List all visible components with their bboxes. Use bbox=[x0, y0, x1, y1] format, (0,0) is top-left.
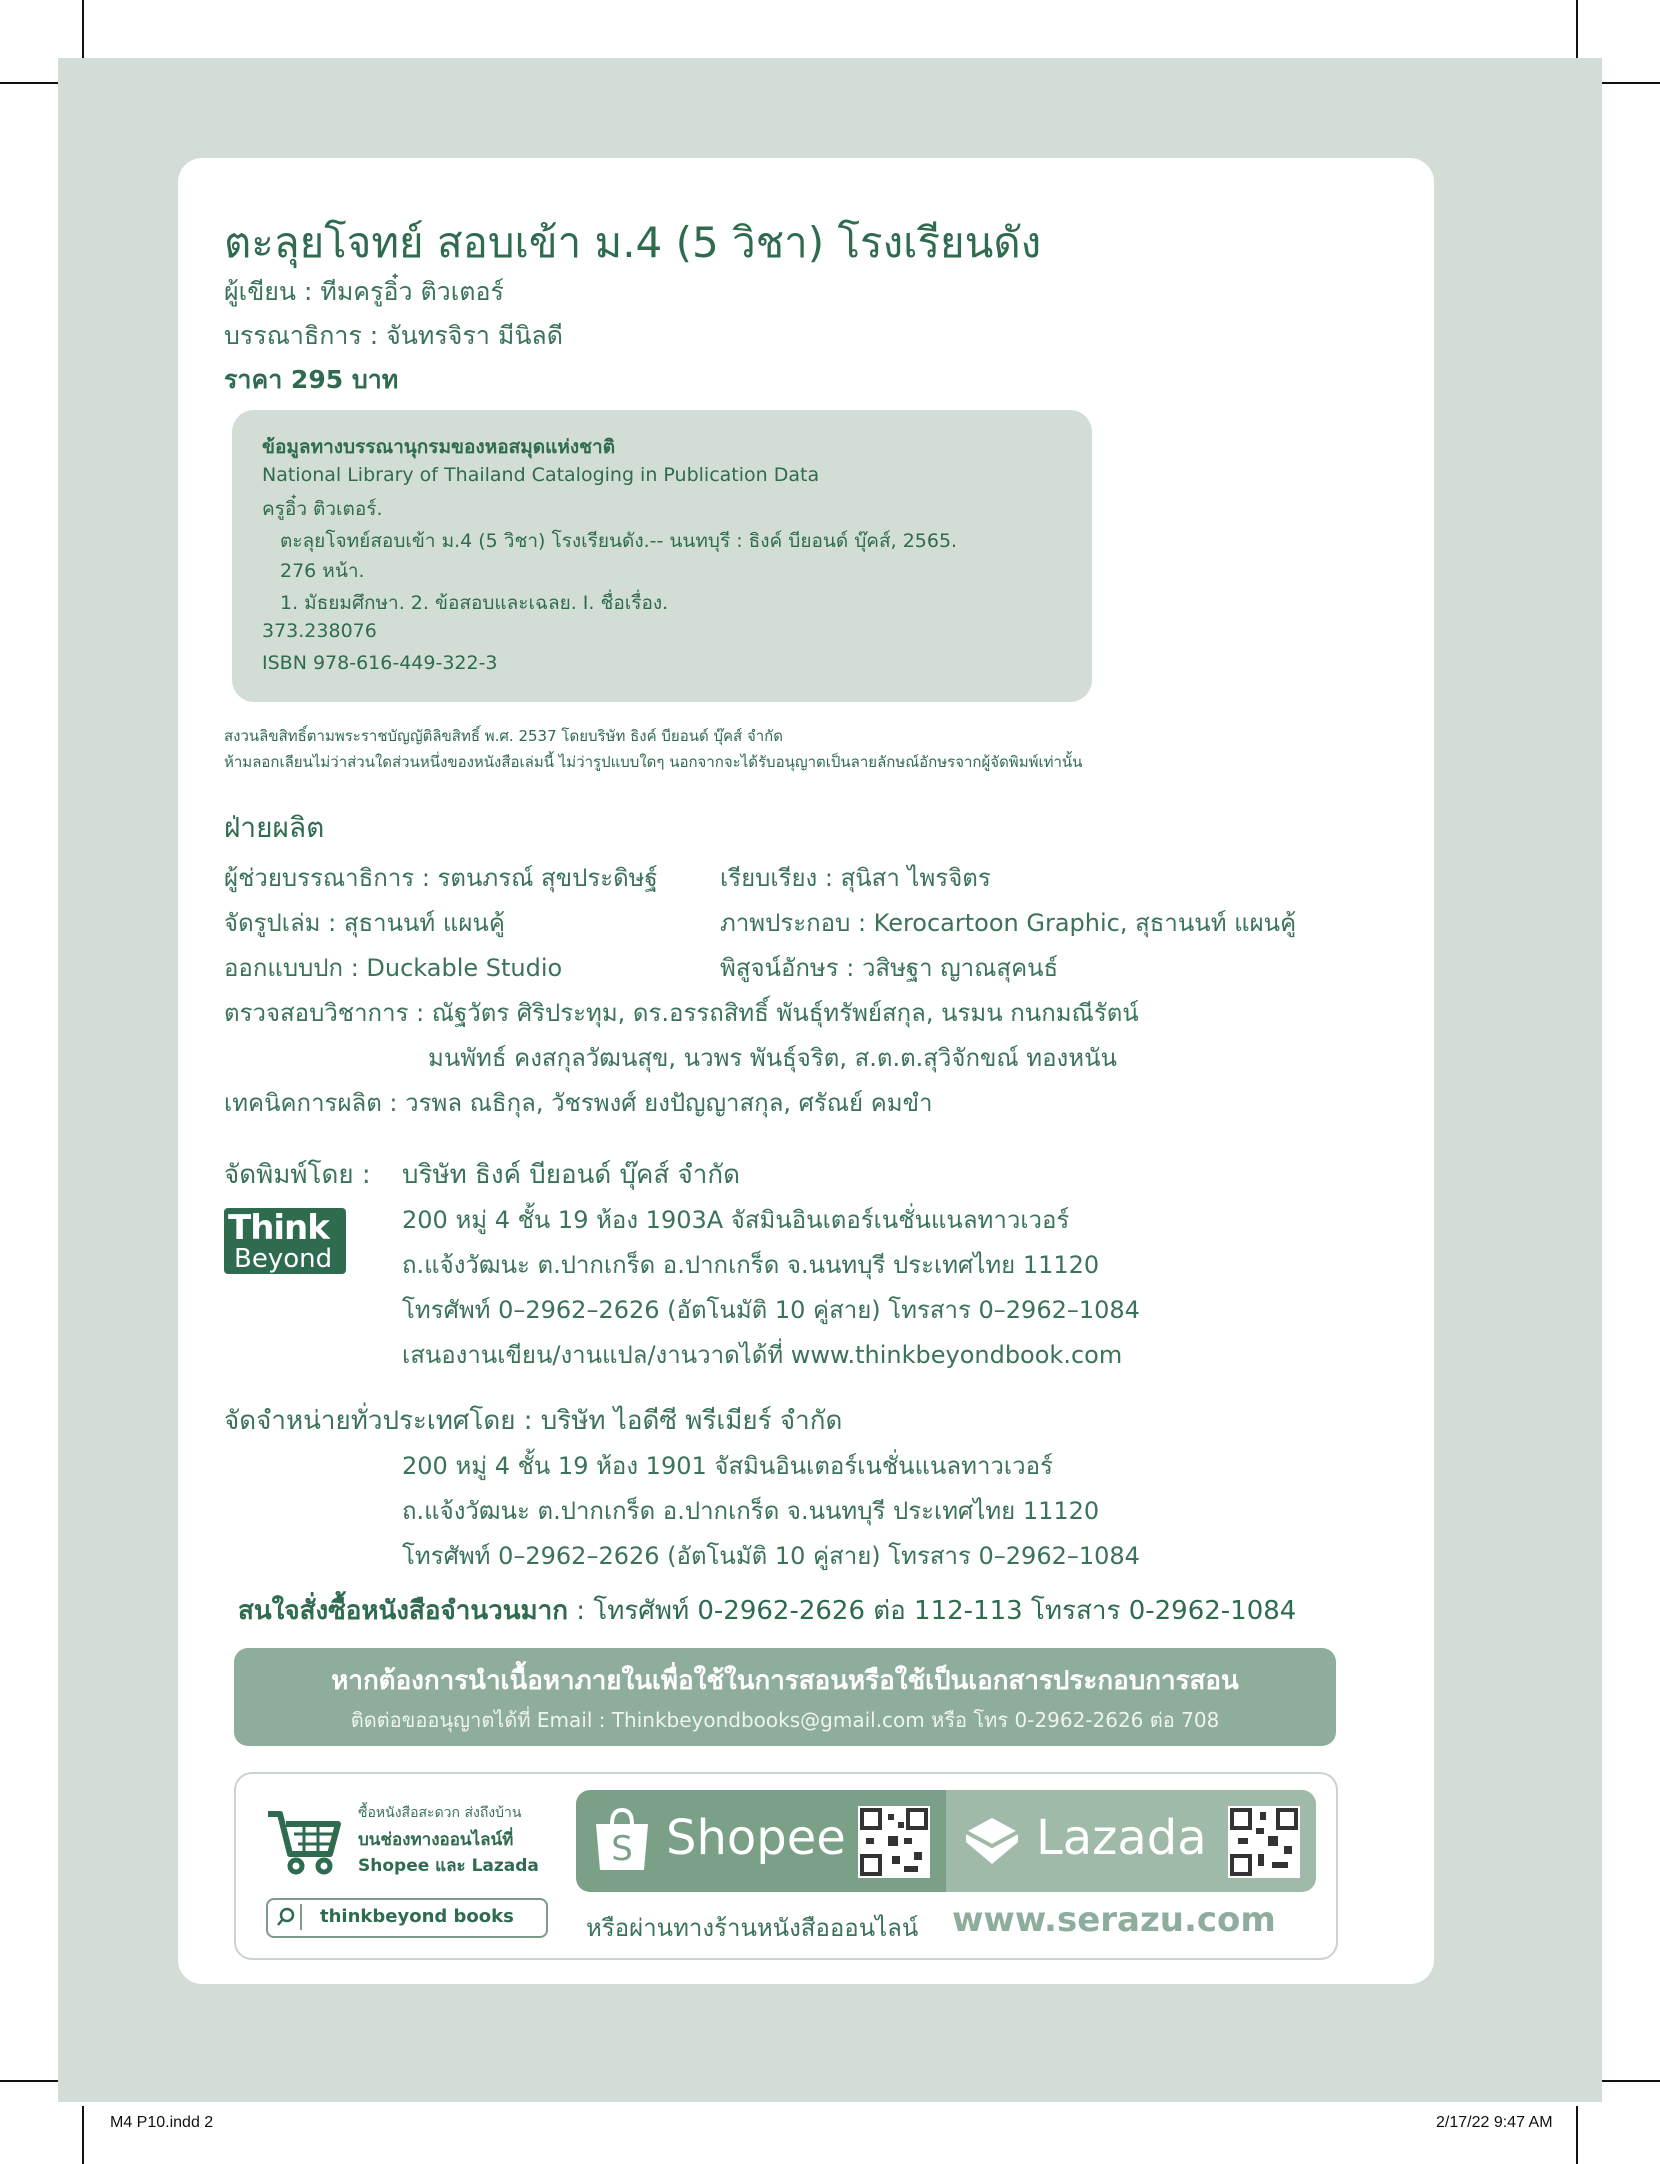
copyright-line-1: สงวนลิขสิทธิ์ตามพระราชบัญญัติลิขสิทธิ์ พ.ศ. 2537 โดยบริษัท ธิงค์ บียอนด์ บุ๊คส์ จำกัด bbox=[224, 727, 783, 745]
shopee-qr-code bbox=[858, 1806, 930, 1878]
slug-datetime: 2/17/22 9:47 AM bbox=[1436, 2114, 1553, 2131]
bulk-order-contact: : โทรศัพท์ 0-2962-2626 ต่อ 112-113 โทรสาร 0-2962-1084 bbox=[567, 1596, 1297, 1626]
credit-reviewers: ตรวจสอบวิชาการ : ณัฐวัตร ศิริประทุม, ดร.อรรถสิทธิ์ พันธุ์ทรัพย์สกุล, นรมน กนกมณีรัตน์ bbox=[224, 999, 1139, 1027]
cip-isbn: ISBN 978-616-449-322-3 bbox=[262, 652, 498, 674]
search-icon bbox=[274, 1904, 302, 1930]
banner-line-2: ติดต่อขออนุญาตได้ที่ Email : Thinkbeyondbooks@gmail.com หรือ โทร 0-2962-2626 ต่อ 708 bbox=[350, 1708, 1220, 1732]
online-bookstore-text: หรือผ่านทางร้านหนังสือออนไลน์ bbox=[586, 1914, 919, 1942]
book-price: ราคา 295 บาท bbox=[224, 365, 399, 394]
production-heading: ฝ่ายผลิต bbox=[224, 811, 325, 844]
cip-classification: 373.238076 bbox=[262, 620, 377, 642]
lazada-qr-code bbox=[1228, 1806, 1300, 1878]
lazada-link[interactable] bbox=[946, 1790, 1316, 1892]
shopee-bag-letter: S bbox=[611, 1829, 633, 1869]
lazada-heart-icon bbox=[962, 1808, 1022, 1874]
credit-technical: เทคนิคการผลิต : วรพล ณธิกุล, วัชรพงศ์ ยงปัญญาสกุล, ศรัณย์ คมขำ bbox=[224, 1089, 933, 1117]
crop-mark bbox=[0, 2080, 58, 2082]
credit-compiler: เรียบเรียง : สุนิสา ไพรจิตร bbox=[720, 864, 991, 892]
credit-cover: ออกแบบปก : Duckable Studio bbox=[224, 954, 563, 982]
distributor-address-2: ถ.แจ้งวัฒนะ ต.ปากเกร็ด อ.ปากเกร็ด จ.นนทบุรี ประเทศไทย 11120 bbox=[402, 1497, 1100, 1525]
crop-mark bbox=[82, 0, 84, 58]
shopee-bag-icon bbox=[592, 1808, 652, 1874]
teaching-permission-banner bbox=[234, 1648, 1336, 1746]
cip-pages: 276 หน้า. bbox=[280, 560, 365, 582]
copyright-line-2: ห้ามลอกเลียนไม่ว่าส่วนใดส่วนหนึ่งของหนังสือเล่มนี้ ไม่ว่ารูปแบบใดๆ นอกจากจะได้รับอนุญาตเป็นลายลักษณ์อักษรจากผู้จัดพิมพ์เท่านั้น bbox=[224, 753, 1083, 771]
book-author: ผู้เขียน : ทีมครูอิ๋ว ติวเตอร์ bbox=[224, 277, 504, 306]
book-editor: บรรณาธิการ : จันทรจิรา มีนิลดี bbox=[224, 321, 563, 350]
online-shop-box bbox=[234, 1772, 1338, 1960]
publisher-label: จัดพิมพ์โดย : bbox=[224, 1160, 371, 1190]
credit-proofreader: พิสูจน์อักษร : วสิษฐา ญาณสุคนธ์ bbox=[720, 954, 1059, 982]
publisher-address-1: 200 หมู่ 4 ชั้น 19 ห้อง 1903A จัสมินอินเตอร์เนชั่นแนลทาวเวอร์ bbox=[402, 1206, 1070, 1234]
bulk-order bbox=[238, 1590, 1296, 1631]
distributor-phone: โทรศัพท์ 0–2962–2626 (อัตโนมัติ 10 คู่สาย) โทรสาร 0–2962–1084 bbox=[402, 1542, 1140, 1570]
crop-mark bbox=[0, 82, 58, 84]
cip-heading-th: ข้อมูลทางบรรณานุกรมของหอสมุดแห่งชาติ bbox=[262, 436, 616, 458]
crop-mark bbox=[1602, 82, 1660, 84]
credit-layout: จัดรูปเล่ม : สุธานนท์ แผนคู้ bbox=[224, 909, 505, 937]
banner-line-1: หากต้องการนำเนื้อหาภายในเพื่อใช้ในการสอนหรือใช้เป็นเอกสารประกอบการสอน bbox=[331, 1666, 1239, 1696]
shop-tagline-1: ซื้อหนังสือสะดวก ส่งถึงบ้าน bbox=[358, 1805, 522, 1821]
book-title: ตะลุยโจทย์ สอบเข้า ม.4 (5 วิชา) โรงเรียนดัง bbox=[224, 218, 1042, 267]
publisher-submission: เสนองานเขียน/งานแปล/งานวาดได้ที่ www.thinkbeyondbook.com bbox=[402, 1341, 1123, 1369]
crop-mark bbox=[1602, 2080, 1660, 2082]
slug-file-name: M4 P10.indd 2 bbox=[110, 2114, 214, 2131]
bulk-order-label: สนใจสั่งซื้อหนังสือจำนวนมาก bbox=[238, 1596, 568, 1626]
publisher-phone: โทรศัพท์ 0–2962–2626 (อัตโนมัติ 10 คู่สาย) โทรสาร 0–2962–1084 bbox=[402, 1296, 1140, 1324]
publisher-address-2: ถ.แจ้งวัฒนะ ต.ปากเกร็ด อ.ปากเกร็ด จ.นนทบุรี ประเทศไทย 11120 bbox=[402, 1251, 1100, 1279]
logo-text-think: Think bbox=[228, 1208, 329, 1248]
credit-illustration: ภาพประกอบ : Kerocartoon Graphic, สุธานนท์ แผนคู้ bbox=[720, 909, 1297, 937]
logo-text-beyond: Beyond bbox=[234, 1244, 333, 1274]
shopping-cart-icon bbox=[264, 1800, 344, 1880]
content-card bbox=[178, 158, 1434, 1984]
credit-reviewers-cont: มนพัทธ์ คงสกุลวัฒนสุข, นวพร พันธุ์จริต, ส.ต.ต.สุวิจักขณ์ ทองหนัน bbox=[428, 1044, 1117, 1072]
distributor-line: จัดจำหน่ายทั่วประเทศโดย : บริษัท ไอดีซี พรีเมียร์ จำกัด bbox=[224, 1406, 843, 1436]
credit-assistant-editor: ผู้ช่วยบรรณาธิการ : รตนภรณ์ สุขประดิษฐ์ bbox=[224, 864, 658, 892]
cip-subjects: 1. มัธยมศึกษา. 2. ข้อสอบและเฉลย. I. ชื่อเรื่อง. bbox=[280, 592, 669, 614]
serazu-website-link[interactable]: www.serazu.com bbox=[952, 1900, 1276, 1940]
cip-heading-en: National Library of Thailand Cataloging in Publication Data bbox=[262, 464, 820, 486]
shopee-label: Shopee bbox=[666, 1810, 846, 1866]
cip-box bbox=[232, 410, 1092, 702]
store-search-text: thinkbeyond books bbox=[320, 1906, 514, 1927]
publisher-name: บริษัท ธิงค์ บียอนด์ บุ๊คส์ จำกัด bbox=[402, 1160, 740, 1190]
shop-tagline-3: Shopee และ Lazada bbox=[358, 1856, 539, 1876]
lazada-label: Lazada bbox=[1036, 1810, 1207, 1866]
distributor-address-1: 200 หมู่ 4 ชั้น 19 ห้อง 1901 จัสมินอินเตอร์เนชั่นแนลทาวเวอร์ bbox=[402, 1452, 1053, 1480]
cip-author: ครูอิ๋ว ติวเตอร์. bbox=[262, 498, 383, 520]
crop-mark bbox=[1576, 2106, 1578, 2164]
think-beyond-logo bbox=[224, 1208, 346, 1274]
shop-tagline-2: บนช่องทางออนไลน์ที่ bbox=[358, 1830, 514, 1850]
store-search-box[interactable] bbox=[266, 1898, 548, 1938]
cip-title-line: ตะลุยโจทย์สอบเข้า ม.4 (5 วิชา) โรงเรียนดัง.-- นนทบุรี : ธิงค์ บียอนด์ บุ๊คส์, 2565. bbox=[280, 530, 958, 552]
crop-mark bbox=[82, 2106, 84, 2164]
crop-mark bbox=[1576, 0, 1578, 58]
shopee-link[interactable] bbox=[576, 1790, 946, 1892]
